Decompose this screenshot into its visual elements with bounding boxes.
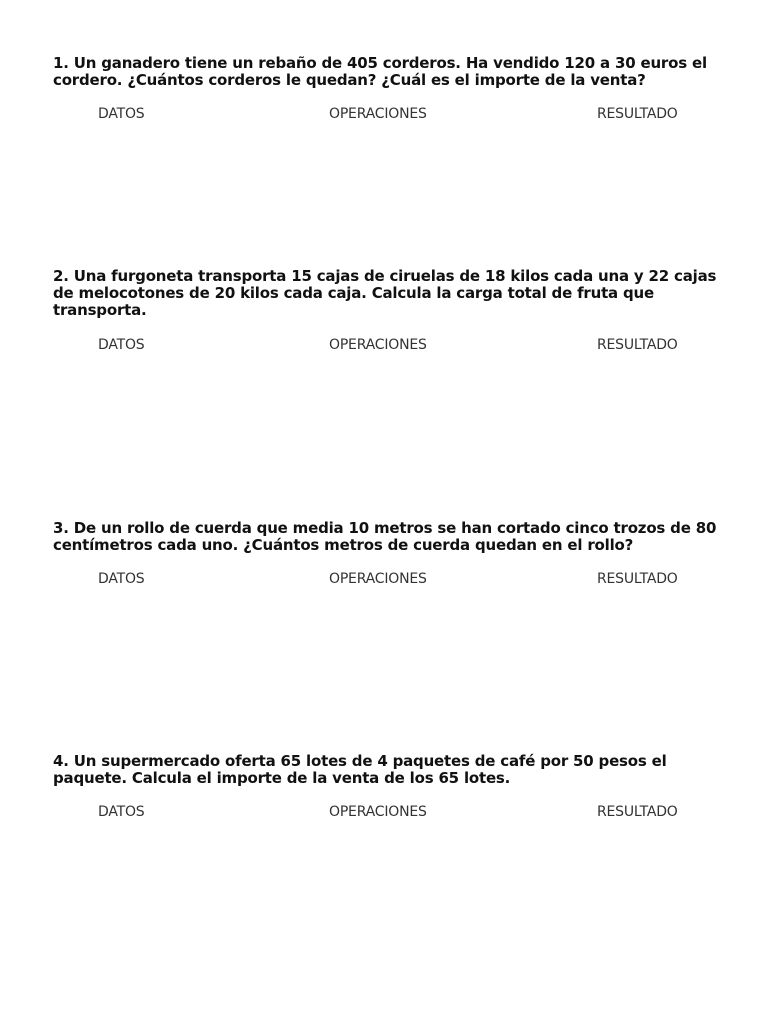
answer-columns (53, 571, 713, 591)
problem-1 (53, 55, 713, 126)
statement-line: 2. Una furgoneta transporta 15 cajas de ciruelas de 18 kilos cada una y 22 cajas (53, 267, 717, 285)
datos-header: DATOS (98, 804, 145, 820)
statement-line: 1. Un ganadero tiene un rebaño de 405 corderos. Ha vendido 120 a 30 euros el (53, 54, 707, 72)
statement-line: cordero. ¿Cuántos corderos le quedan? ¿Cuál es el importe de la venta? (53, 71, 646, 89)
problem-2 (53, 267, 717, 357)
answer-columns (53, 804, 713, 824)
statement-line: de melocotones de 20 kilos cada caja. Calcula la carga total de fruta que (53, 284, 654, 302)
statement-line: 4. Un supermercado oferta 65 lotes de 4 paquetes de café por 50 pesos el (53, 752, 667, 770)
problem-statement (53, 267, 717, 319)
problem-statement (53, 753, 713, 787)
problem-statement (53, 519, 717, 554)
statement-line: centímetros cada uno. ¿Cuántos metros de cuerda quedan en el rollo? (53, 536, 634, 554)
resultado-header: RESULTADO (597, 571, 678, 587)
problem-3 (53, 519, 717, 591)
statement-line: 3. De un rollo de cuerda que media 10 metros se han cortado cinco trozos de 80 (53, 519, 717, 537)
answer-columns (53, 337, 713, 357)
operaciones-header: OPERACIONES (329, 804, 427, 820)
resultado-header: RESULTADO (597, 804, 678, 820)
problem-statement (53, 55, 713, 89)
statement-line: transporta. (53, 301, 147, 319)
answer-columns (53, 106, 713, 126)
resultado-header: RESULTADO (597, 337, 678, 353)
datos-header: DATOS (98, 337, 145, 353)
datos-header: DATOS (98, 571, 145, 587)
operaciones-header: OPERACIONES (329, 106, 427, 122)
resultado-header: RESULTADO (597, 106, 678, 122)
problem-4 (53, 753, 713, 824)
statement-line: paquete. Calcula el importe de la venta de los 65 lotes. (53, 769, 511, 787)
operaciones-header: OPERACIONES (329, 571, 427, 587)
operaciones-header: OPERACIONES (329, 337, 427, 353)
datos-header: DATOS (98, 106, 145, 122)
